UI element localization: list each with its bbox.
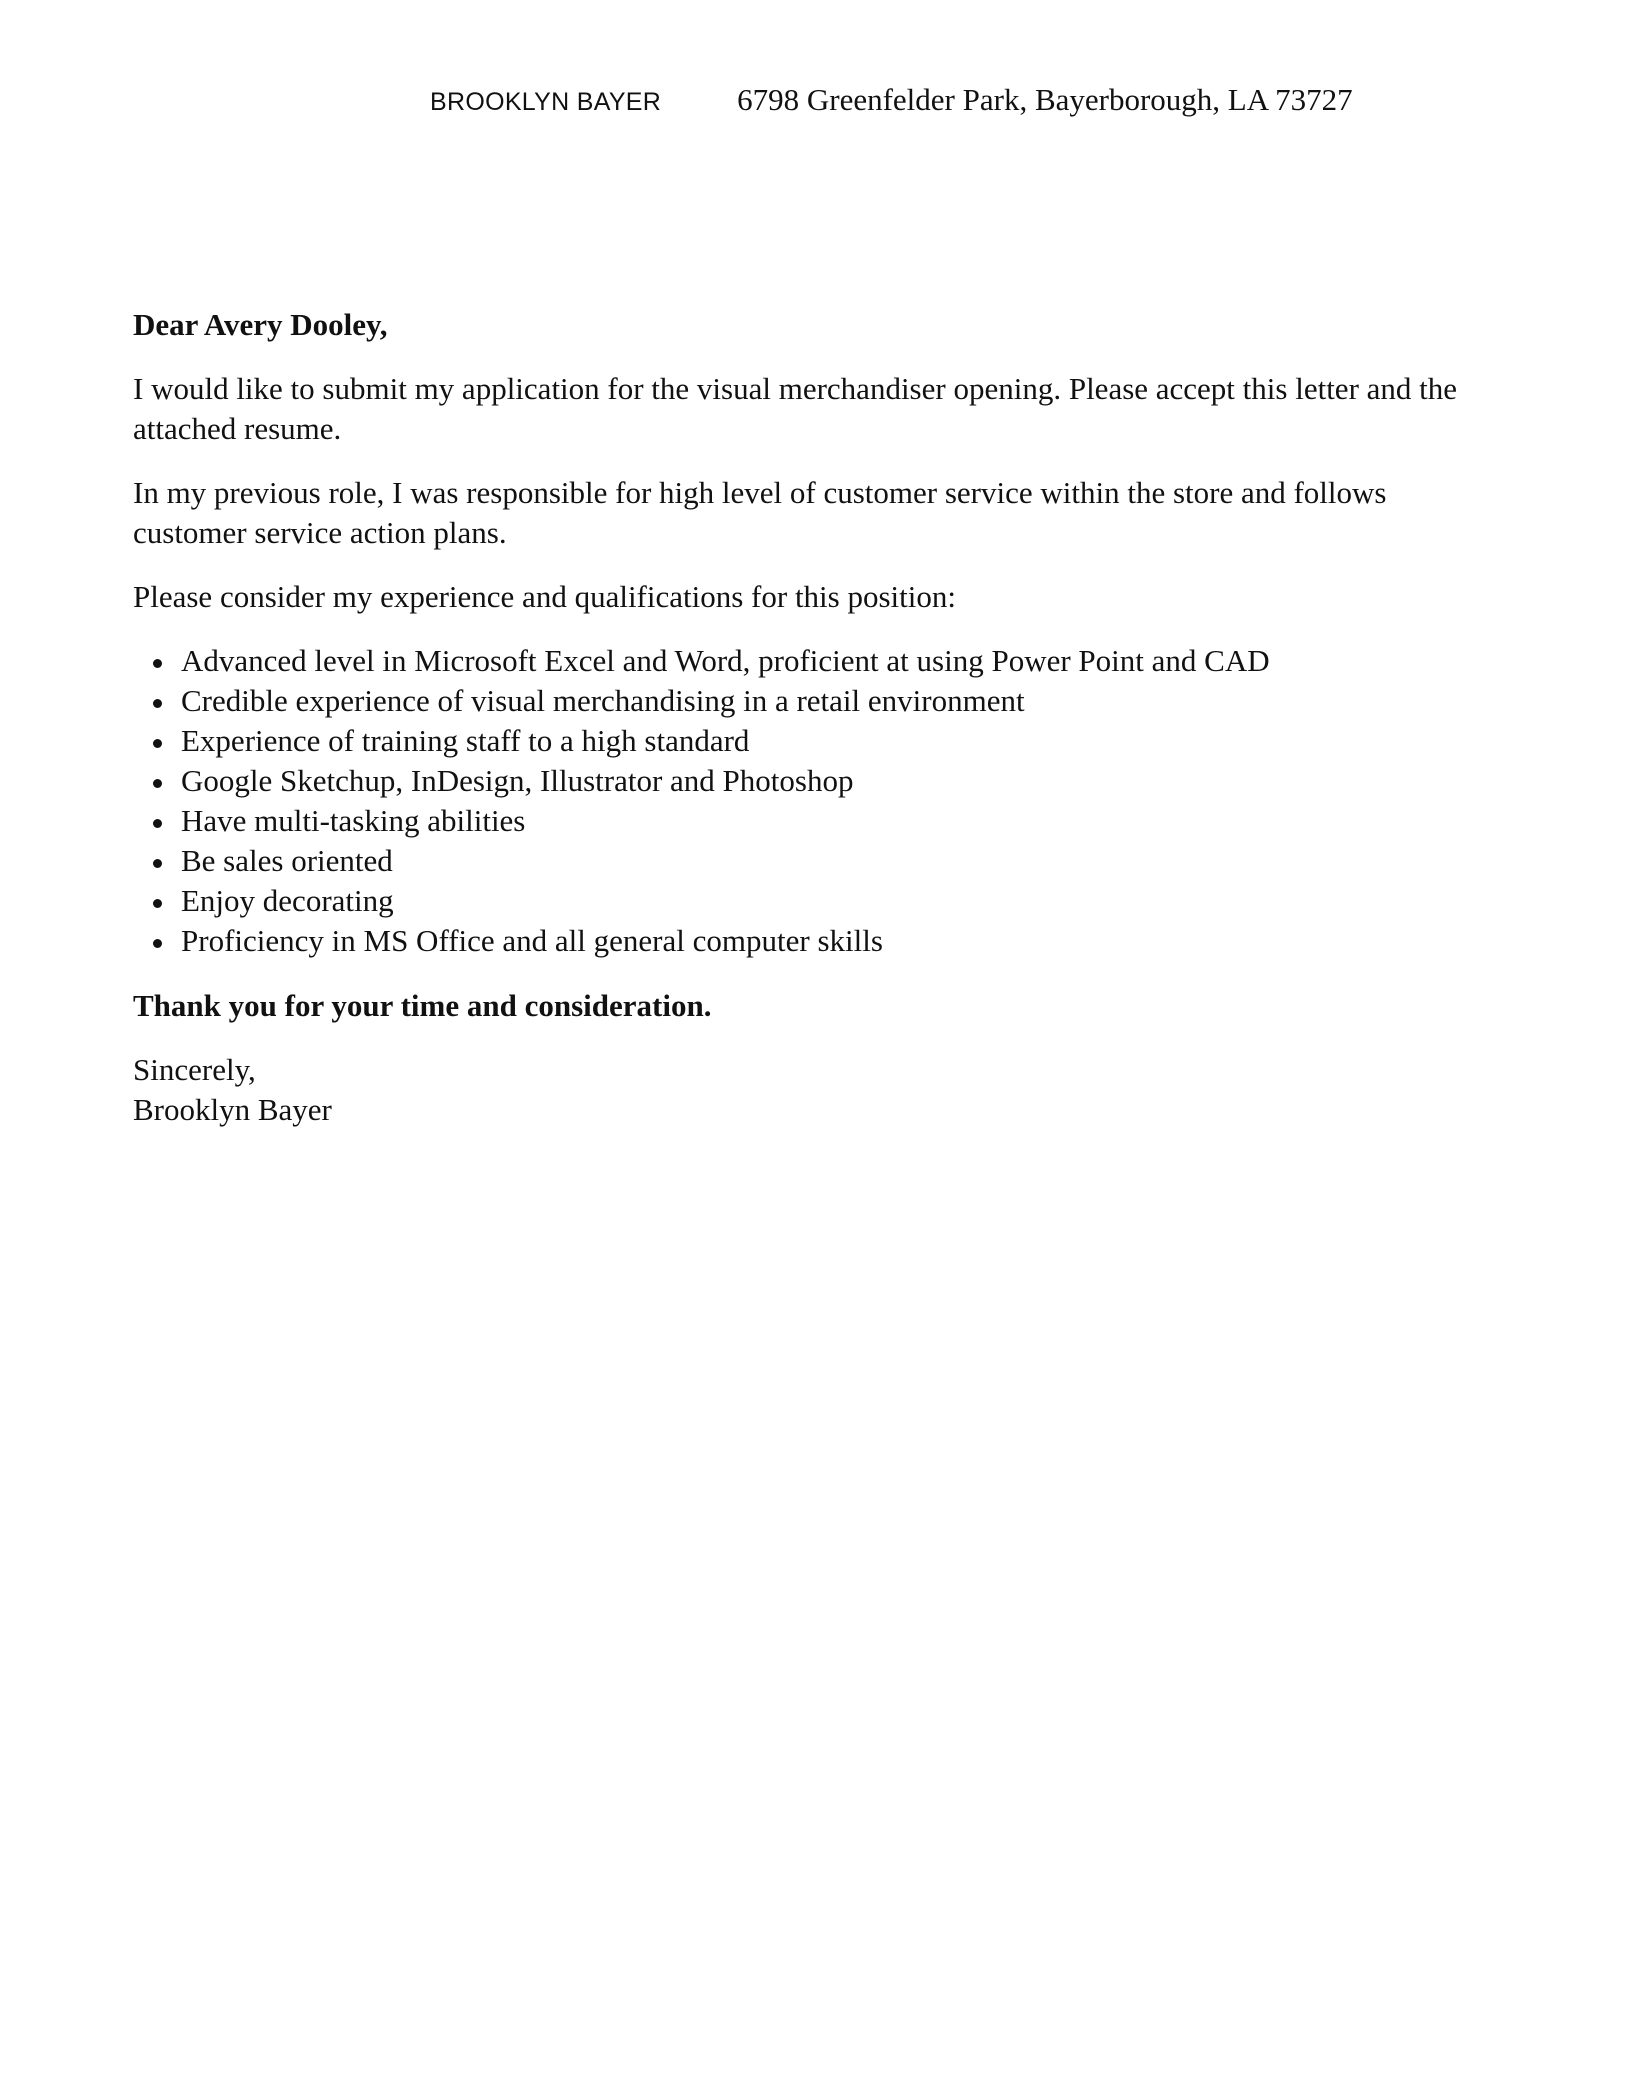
bullet-icon bbox=[153, 699, 162, 708]
list-item bbox=[133, 761, 1503, 801]
list-item-text: Advanced level in Microsoft Excel and Word, proficient at using Power Point and CAD bbox=[181, 643, 1270, 678]
list-item bbox=[133, 681, 1503, 721]
closing-line: Thank you for your time and consideration. bbox=[133, 988, 712, 1023]
bullet-icon bbox=[153, 899, 162, 908]
list-item-text: Experience of training staff to a high standard bbox=[181, 723, 750, 758]
letterhead bbox=[430, 82, 1430, 122]
salutation: Dear Avery Dooley, bbox=[133, 307, 388, 342]
list-item bbox=[133, 641, 1503, 681]
bullet-icon bbox=[153, 659, 162, 668]
sender-name: BROOKLYN BAYER bbox=[430, 88, 662, 116]
signature-name: Brooklyn Bayer bbox=[133, 1092, 332, 1127]
list-item-text: Credible experience of visual merchandising in a retail environment bbox=[181, 683, 1025, 718]
signoff: Sincerely, bbox=[133, 1052, 256, 1087]
paragraph-qualifications-intro: Please consider my experience and qualifications for this position: bbox=[133, 579, 956, 614]
list-item-text: Proficiency in MS Office and all general computer skills bbox=[181, 923, 883, 958]
list-item bbox=[133, 881, 1503, 921]
sender-address: 6798 Greenfelder Park, Bayerborough, LA 73727 bbox=[737, 82, 1353, 117]
qualifications-list bbox=[133, 641, 1503, 961]
bullet-icon bbox=[153, 779, 162, 788]
list-item-text: Be sales oriented bbox=[181, 843, 393, 878]
list-item-text: Google Sketchup, InDesign, Illustrator and Photoshop bbox=[181, 763, 854, 798]
list-item-text: Enjoy decorating bbox=[181, 883, 394, 918]
letter-body bbox=[133, 305, 1503, 1154]
list-item-text: Have multi-tasking abilities bbox=[181, 803, 526, 838]
paragraph-previous-role: In my previous role, I was responsible for high level of customer service within the store and follows customer service action plans. bbox=[133, 475, 1387, 550]
bullet-icon bbox=[153, 859, 162, 868]
list-item bbox=[133, 801, 1503, 841]
bullet-icon bbox=[153, 939, 162, 948]
list-item bbox=[133, 841, 1503, 881]
paragraph-intro: I would like to submit my application for the visual merchandiser opening. Please accept this letter and the attached resume. bbox=[133, 371, 1458, 446]
signoff-block bbox=[133, 1050, 1503, 1130]
list-item bbox=[133, 921, 1503, 961]
bullet-icon bbox=[153, 739, 162, 748]
list-item bbox=[133, 721, 1503, 761]
bullet-icon bbox=[153, 819, 162, 828]
